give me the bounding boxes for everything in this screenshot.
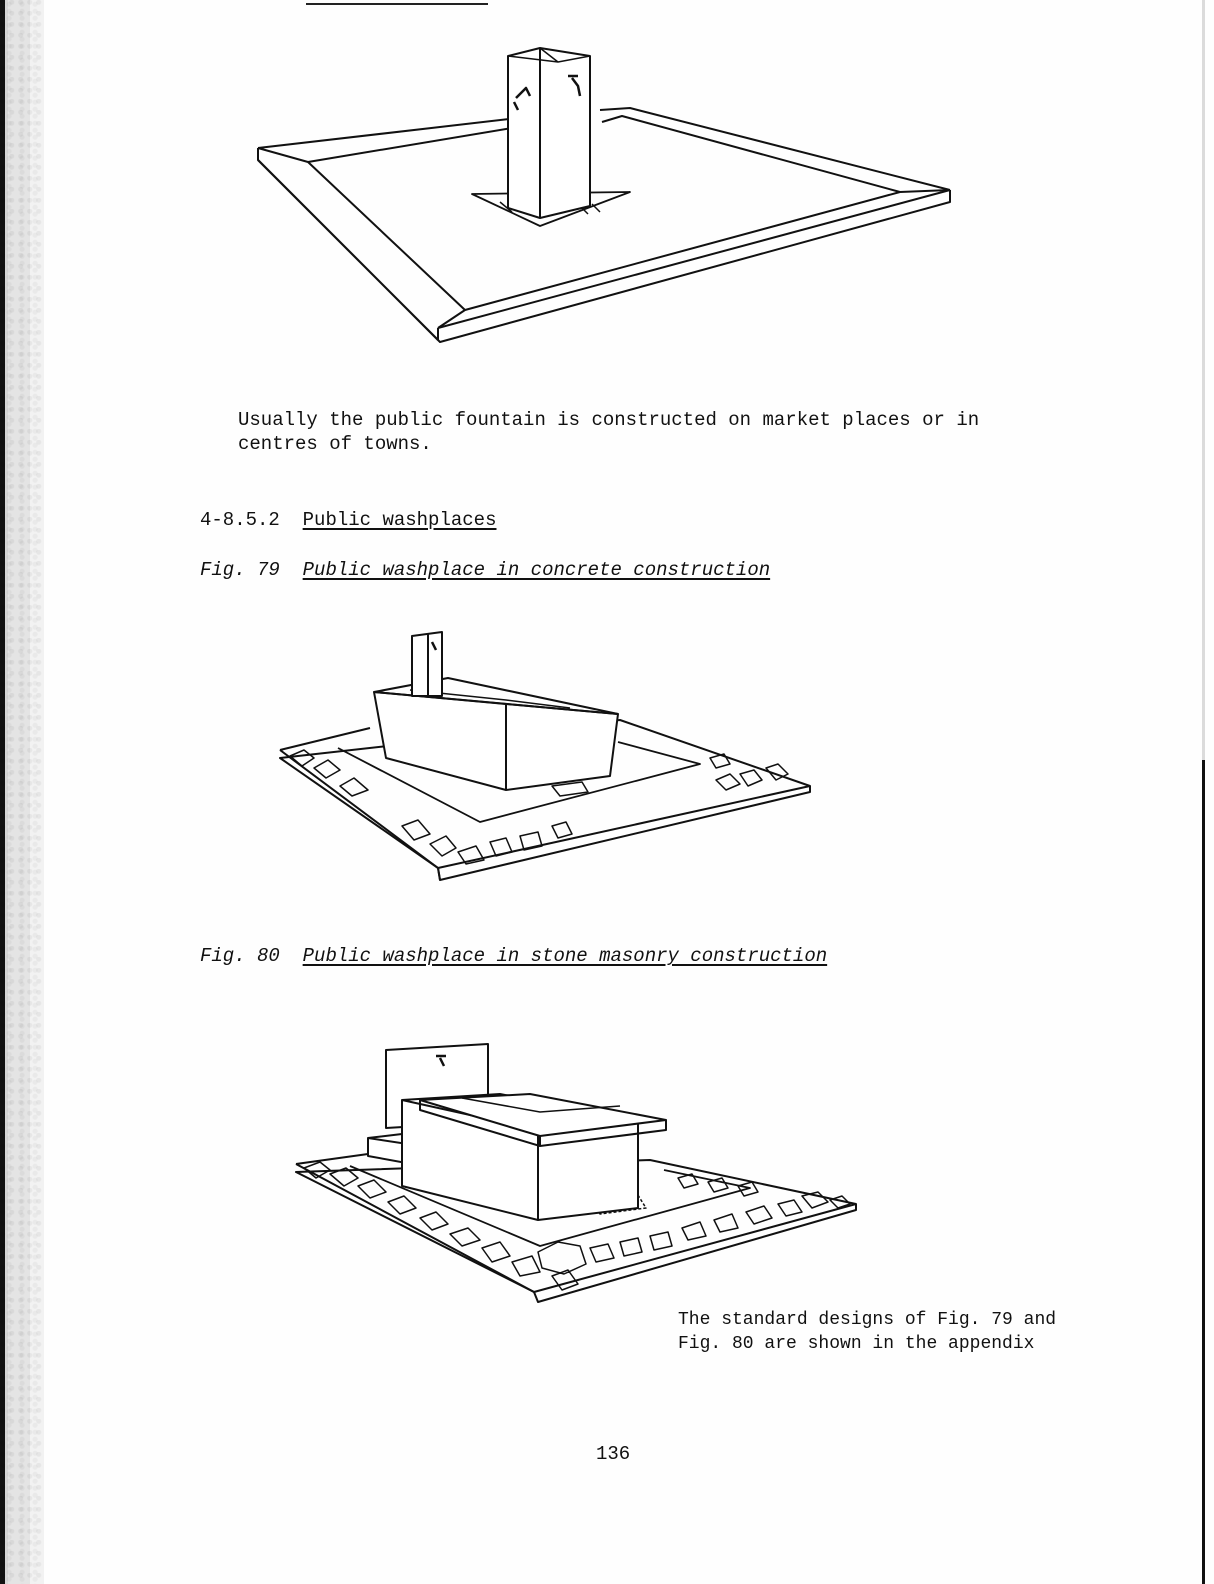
fountain-paragraph-line-1: Usually the public fountain is constructed on market places or in: [238, 409, 980, 431]
appendix-note-line-2: Fig. 80 are shown in the appendix: [678, 1334, 1035, 1354]
fig79-label: Fig. 79: [200, 559, 280, 581]
fig80-label: Fig. 80: [200, 945, 280, 967]
fig79-caption: [200, 558, 770, 582]
section-number: 4-8.5.2: [200, 509, 280, 531]
clipped-caption-underline: [306, 3, 488, 5]
public-fountain-illustration: [250, 40, 970, 360]
scan-right-edge: [1202, 760, 1205, 1584]
fig79-caption-text: Public washplace in concrete construction: [302, 559, 771, 581]
scan-left-margin: [0, 0, 44, 1584]
page-number: 136: [596, 1443, 631, 1465]
section-title: Public washplaces: [302, 509, 497, 531]
appendix-note-line-1: The standard designs of Fig. 79 and: [678, 1310, 1057, 1330]
section-heading: [200, 508, 496, 532]
fig79-concrete-washplace-illustration: [270, 630, 830, 890]
fig80-stone-masonry-washplace-illustration: [290, 1040, 870, 1310]
fig80-caption: [200, 944, 827, 968]
fig80-caption-text: Public washplace in stone masonry construction: [302, 945, 828, 967]
fountain-paragraph-line-2: centres of towns.: [238, 433, 432, 455]
